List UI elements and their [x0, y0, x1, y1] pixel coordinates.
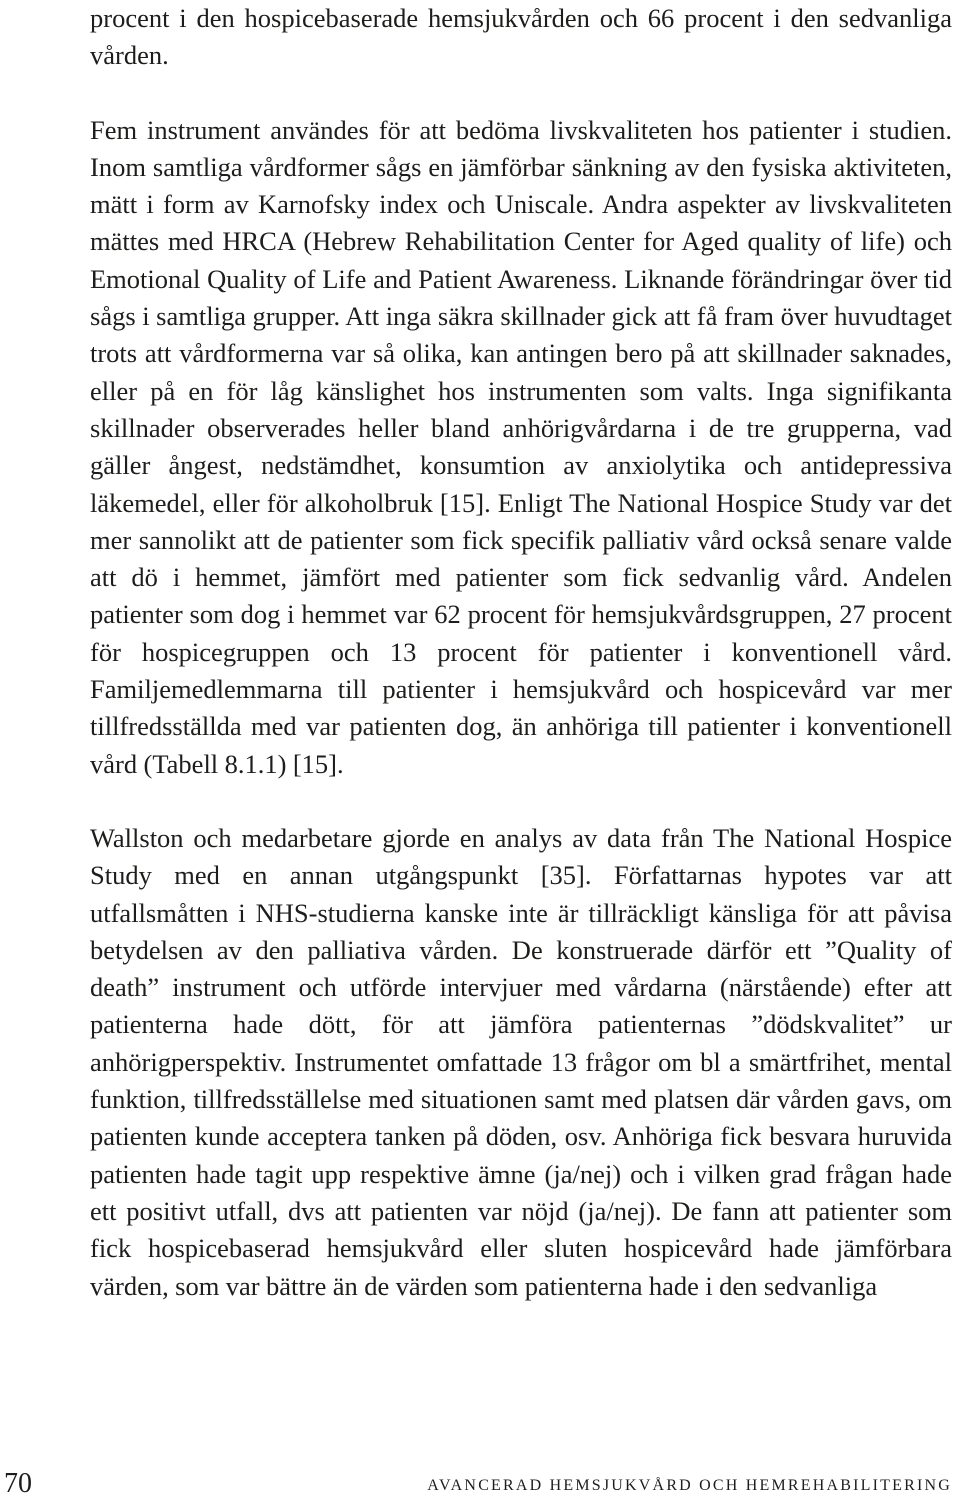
- page-number: 70: [4, 1468, 32, 1499]
- running-title: AVANCERAD HEMSJUKVÅRD OCH HEMREHABILITERING: [427, 1477, 952, 1494]
- paragraph-wallston: Wallston och medarbetare gjorde en analys av data från The National Hospice Study med en annan utgångspunkt [35]. Författarnas hypotes var att utfallsmåtten i NHS-studierna kanske inte är tillräckligt känsliga för att påvisa betydelsen av den palliativa vården. De konstruerade därför ett ”Quality of death” instrument och utförde intervjuer med vårdarna (närstående) efter att patienterna hade dött, för att jämföra patienternas ”dödskvalitet” ur anhörigperspektiv. Instrumentet omfattade 13 frågor om bl a smärtfrihet, mental funktion, tillfredsställelse med situationen samt med platsen där vården gavs, om patienten kunde acceptera tanken på döden, osv. Anhöriga fick besvara huruvida patienten hade tagit upp respektive ämne (ja/nej) och i vilken grad frågan hade ett positivt utfall, dvs att patienten var nöjd (ja/nej). De fann att patienter som fick hospicebaserad hemsjukvård eller sluten hospicevård hade jämförbara värden, som var bättre än de värden som patienterna hade i den sedvanliga: [90, 822, 952, 1301]
- page-footer: [0, 1466, 960, 1504]
- paragraph-life-quality: Fem instrument användes för att bedöma livskvaliteten hos patienter i studien. Inom samtliga vårdformer sågs en jämförbar sänkning av den fysiska aktiviteten, mätt i form av Karnofsky index och Uniscale. Andra aspekter av livskvaliteten mättes med HRCA (Hebrew Rehabilitation Center for Aged quality of life) och Emotional Quality of Life and Patient Awareness. Liknande förändringar över tid sågs i samtliga grupper. Att inga säkra skillnader gick att få fram över huvudtaget trots att vårdformerna var så olika, kan antingen bero på att skillnader saknades, eller på en för låg känslighet hos instrumenten som valts. Inga signifikanta skillnader observerades heller bland anhörigvårdarna i de tre grupperna, vad gäller ångest, nedstämdhet, konsumtion av anxiolytika och antidepressiva läkemedel, eller för alkoholbruk [15]. Enligt The National Hospice Study var det mer sannolikt att de patienter som fick specifik palliativ vård också senare valde att dö i hemmet, jämfört med patienter som fick sedvanlig vård. Andelen patienter som dog i hemmet var 62 procent för hemsjukvårdsgruppen, 27 procent för hospicegruppen och 13 procent för patienter i konventionell vård. Familjemedlemmarna till patienter i hemsjukvård och hospicevård var mer tillfredsställda med var patienten dog, än anhöriga till patienter i konventionell vård (Tabell 8.1.1) [15].: [90, 114, 952, 779]
- body-text: [90, 0, 952, 1305]
- paragraph-continuation: procent i den hospicebaserade hemsjukvården och 66 procent i den sedvanliga vården.: [90, 3, 952, 71]
